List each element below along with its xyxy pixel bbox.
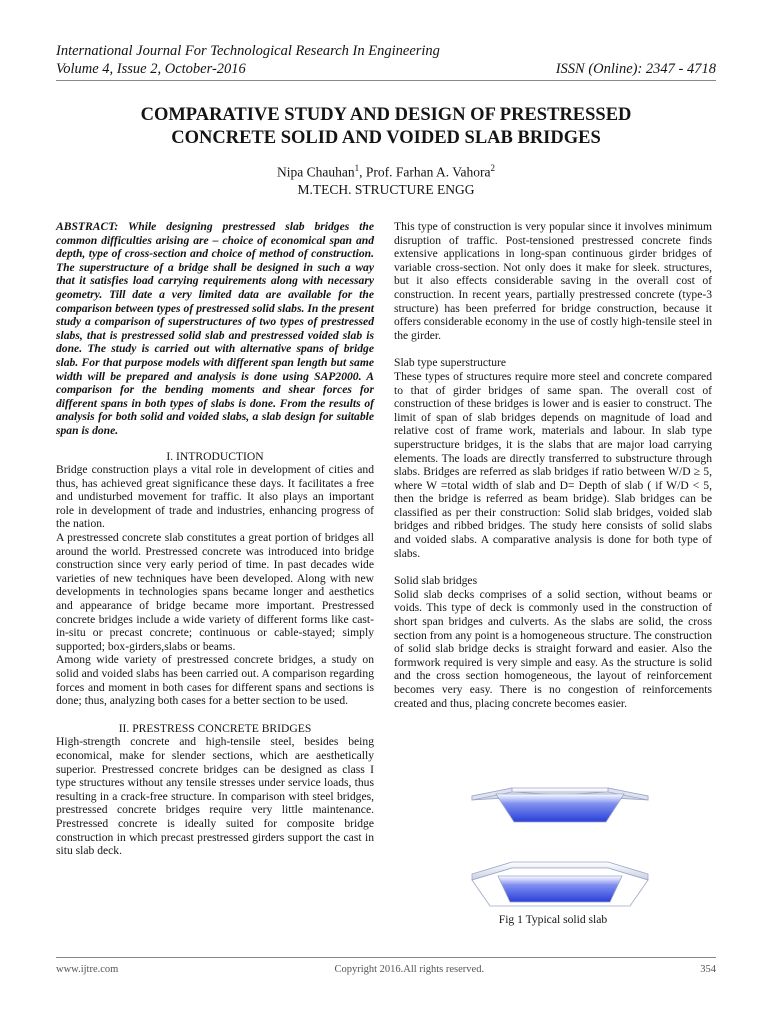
right-column <box>394 220 712 710</box>
section-heading-prestress: II. PRESTRESS CONCRETE BRIDGES <box>118 721 312 735</box>
page-footer <box>56 964 716 975</box>
prestress-paragraph-1: High-strength concrete and high-tensile steel, besides being economical, make for slender sections, which are aesthetically superior. Prestressed concrete bridges can be designed as class I type structures without any tensile stresses under service loads, thus resulting in a crack-free structure. In comparison with steel bridges, prestressed concrete bridges require very little maintenance. Prestressed concrete is ideally suited for composite bridge construction in which precast prestressed girders support the cast in situ slab deck. <box>56 735 374 858</box>
slab-section-top <box>472 788 648 822</box>
author-1: Nipa Chauhan <box>277 164 355 180</box>
affiliation: M.TECH. STRUCTURE ENGG <box>297 181 475 197</box>
right-paragraph-2: These types of structures require more steel and concrete compared to that of girder bridges of same span. The overall cost of construction of these bridges is lower and is easier to construct. The limit of span of slab bridges depends on magnitude of load and relative cost of frame work, materials and labour. In slab type superstructure bridges, it is the slabs that are major load carrying elements. The loads are directly transferred to substructure through slabs. Bridges are referred as slab bridges if ratio between W/D ≥ 5, where W =total width of slab and D= Depth of slab ( if W/D < 5, then the bridge is referred as beam bridge). Slab bridges can be classified as per their construction: Solid slab bridges, voided slab bridges and ribbed bridges. The study here consists of solid slabs and voided slabs. A comparative analysis is done for both type of slabs. <box>394 369 712 560</box>
title-line-1: COMPARATIVE STUDY AND DESIGN OF PRESTRESSED <box>140 105 632 125</box>
subheading-solid-slab: Solid slab bridges <box>394 574 478 588</box>
author-1-affil: 1 <box>354 163 360 173</box>
intro-paragraph-1: Bridge construction plays a vital role in development of cities and thus, has achieved great significance these days. It facilitates a free and undisturbed movement for traffic. It also plays an important role in development of trade and industries, enhancing progress of the nation. <box>56 463 374 531</box>
footer-copyright: Copyright 2016.All rights reserved. <box>334 964 485 975</box>
paper-title <box>56 104 716 150</box>
footer-divider <box>56 957 716 958</box>
title-line-2: CONCRETE SOLID AND VOIDED SLAB BRIDGES <box>171 128 601 148</box>
author-2: , Prof. Farhan A. Vahora <box>359 164 491 180</box>
journal-meta-row <box>56 60 716 78</box>
figure-caption: Fig 1 Typical solid slab <box>498 913 608 926</box>
header-divider <box>56 80 716 81</box>
footer-website[interactable]: www.ijtre.com <box>56 964 119 975</box>
journal-name: International Journal For Technological Research In Engineering <box>56 43 440 59</box>
left-column <box>56 220 374 858</box>
section-heading-introduction: I. INTRODUCTION <box>166 449 264 463</box>
volume-issue: Volume 4, Issue 2, October-2016 <box>56 61 246 77</box>
author-block <box>56 160 716 198</box>
solid-slab-figure <box>470 778 650 910</box>
abstract: ABSTRACT: While designing prestressed slab bridges the common difficulties arising are – choice of economical span and depth, type of cross-section and choice of method of construction. The superstructure of a bridge shall be designed in such a way that it satisfies load carrying requirements along with necessary geometry. Till date a very limited data are available for the comparison between types of prestressed solid slabs. In the present study a comparison of superstructures of two types of prestressed slabs, that is prestressed solid slab and prestressed voided slab is done. The study is carried out with alternative spans of bridge slab. For that purpose models with different span length but same width will be prepared and analysis is done using SAP2000. A comparison for the bending moments and shear forces for different spans in both types of slabs is done. From the results of analysis for both solid and voided slabs, a slab design for suitable span is done. <box>56 220 374 437</box>
issn: ISSN (Online): 2347 - 4718 <box>555 61 716 77</box>
page-number: 354 <box>700 964 716 975</box>
subheading-slab-type: Slab type superstructure <box>394 356 507 370</box>
slab-section-bottom <box>472 862 648 906</box>
right-paragraph-1: This type of construction is very popular since it involves minimum disruption of traffic. Post-tensioned prestressed concrete finds extensive applications in long-span continuous girder bridges of variable cross-section. Not only does it make for sleek. structures, but it also effects considerable saving in the overall cost of construction. In recent years, partially prestressed concrete (type-3 structure) has been preferred for bridge construction, because it offers considerable economy in the use of costly high-tensile steel in the girder. <box>394 220 712 342</box>
right-paragraph-3: Solid slab decks comprises of a solid section, without beams or voids. This type of deck is commonly used in the construction of short span bridges and culverts. As the slabs are solid, the cross section from any point is a homogeneous structure. The construction of solid slab bridge decks is straight forward and easier. Also the formwork required is very simple and easy. As the structure is solid and the cross section homogeneous, the layout of reinforcement becomes very easy. There is no congestion of reinforcements created and thus, placing concrete becomes easier. <box>394 587 712 710</box>
intro-paragraph-3: Among wide variety of prestressed concrete bridges, a study on solid and voided slabs has been carried out. A comparison regarding forces and moment in both cases for different spans and sections is done; thus, analyzing both cases for a better section to be used. <box>56 653 374 708</box>
journal-header <box>56 42 716 78</box>
author-2-affil: 2 <box>490 163 495 173</box>
intro-paragraph-2: A prestressed concrete slab constitutes a great portion of bridges all around the world. Prestressed concrete was introduced into bridge construction since very early period of time. In past decades wide varieties of new techniques have been developed. Along with new developments in technologies spans became longer and aesthetics and appearance of bridge became more important. Prestressed concrete bridges include a wide variety of different forms like cast-in-situ or precast concrete; continuous or cable-stayed; simply supported; box-girders,slabs or beams. <box>56 531 374 653</box>
author-line <box>56 160 716 181</box>
